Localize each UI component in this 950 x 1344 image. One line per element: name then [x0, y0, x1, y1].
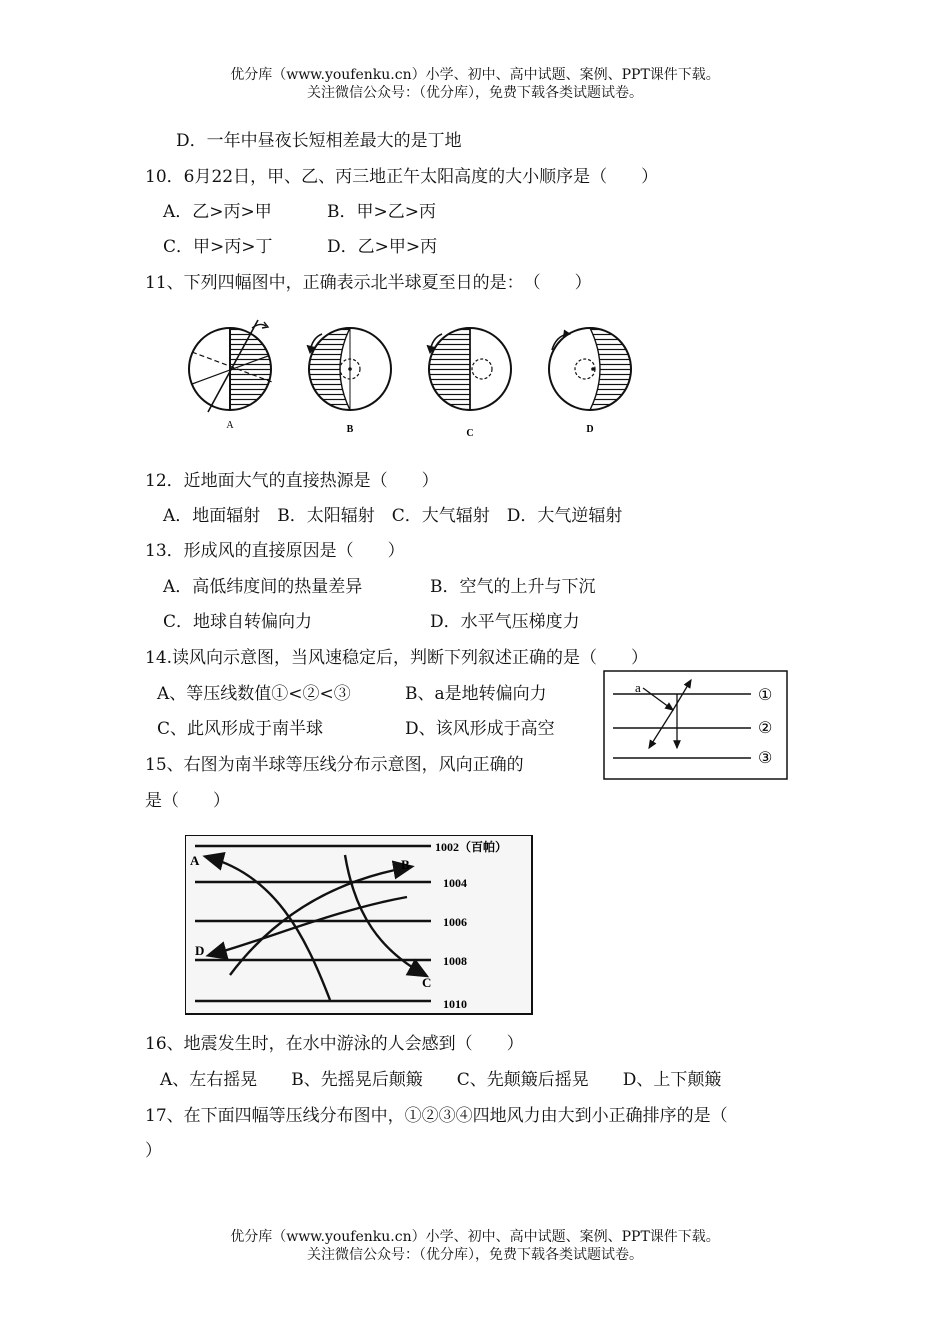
q13-option-d: D．水平气压梯度力 [430, 612, 580, 632]
isobar-1010: 1010 [443, 997, 467, 1011]
globe-label-b: B [346, 424, 354, 435]
isobar-1008: 1008 [443, 954, 467, 968]
q10-option-c: C．甲>丙>丁 [163, 237, 273, 257]
globe-d [549, 328, 631, 410]
arrow-label-c: C [422, 975, 432, 990]
arrow-label-b: B [401, 857, 410, 872]
q17-stem-1: 17、在下面四幅等压线分布图中，①②③④四地风力由大到小正确排序的是（ [145, 1106, 728, 1126]
isobar-1002: 1002（百帕） [435, 840, 508, 854]
q14-wind-figure [603, 670, 789, 781]
q10-stem: 10．6月22日，甲、乙、丙三地正午太阳高度的大小顺序是（ ） [145, 167, 659, 187]
header-line-2: 关注微信公众号：（优分库），免费下载各类试题试卷。 [307, 85, 643, 101]
isobar-label-1: ① [758, 687, 773, 704]
footer-line-1: 优分库（www.youfenku.cn）小学、初中、高中试题、案例、PPT课件下载。 [230, 1229, 720, 1245]
q15-stem-1: 15、右图为南半球等压线分布示意图，风向正确的 [145, 755, 524, 775]
q16-stem: 16、地震发生时，在水中游泳的人会感到（ ） [145, 1034, 524, 1054]
q17-stem-2: ） [145, 1141, 162, 1161]
q10-option-b: B．甲>乙>丙 [327, 202, 436, 222]
globe-b [307, 328, 391, 410]
arrow-label-a: A [190, 853, 200, 868]
globe-label-a: A [226, 420, 234, 431]
isobar-label-2: ② [758, 720, 773, 737]
globe-label-c: C [466, 428, 474, 439]
q11-stem: 11、下列四幅图中，正确表示北半球夏至日的是： （ ） [145, 273, 592, 293]
isobar-1006: 1006 [443, 915, 467, 929]
globe-label-d: D [586, 424, 594, 435]
q14-option-a: A、等压线数值①<②<③ [157, 684, 351, 704]
q9-option-d: D．一年中昼夜长短相差最大的是丁地 [176, 131, 462, 151]
q16-options: A、左右摇晃 B、先摇晃后颠簸 C、先颠簸后摇晃 D、上下颠簸 [160, 1070, 722, 1090]
q15-stem-2: 是（ ） [145, 791, 230, 811]
isobar-label-3: ③ [758, 750, 773, 767]
q12-options: A．地面辐射 B．太阳辐射 C．大气辐射 D．大气逆辐射 [163, 506, 623, 526]
q14-arrow-label: a [635, 680, 641, 695]
header-line-1: 优分库（www.youfenku.cn）小学、初中、高中试题、案例、PPT课件下载。 [230, 67, 720, 83]
q13-option-c: C．地球自转偏向力 [163, 612, 313, 632]
q10-option-a: A．乙>丙>甲 [163, 202, 272, 222]
footer-line-2: 关注微信公众号：（优分库），免费下载各类试题试卷。 [307, 1247, 643, 1263]
q15-isobar-figure [185, 835, 533, 1015]
arrow-label-d: D [195, 943, 205, 958]
q14-option-b: B、a是地转偏向力 [405, 684, 547, 704]
globe-a [189, 320, 275, 417]
isobar-1004: 1004 [443, 876, 467, 890]
q10-option-d: D．乙>甲>丙 [327, 237, 438, 257]
q14-stem: 14.读风向示意图，当风速稳定后，判断下列叙述正确的是（ ） [145, 648, 649, 668]
q13-option-a: A．高低纬度间的热量差异 [163, 577, 363, 597]
q12-stem: 12．近地面大气的直接热源是（ ） [145, 471, 439, 491]
q14-option-c: C、此风形成于南半球 [157, 719, 324, 739]
globe-c [427, 328, 511, 410]
q13-option-b: B．空气的上升与下沉 [430, 577, 596, 597]
q14-option-d: D、该风形成于高空 [405, 719, 555, 739]
q13-stem: 13．形成风的直接原因是（ ） [145, 541, 405, 561]
q11-figure [180, 312, 650, 444]
